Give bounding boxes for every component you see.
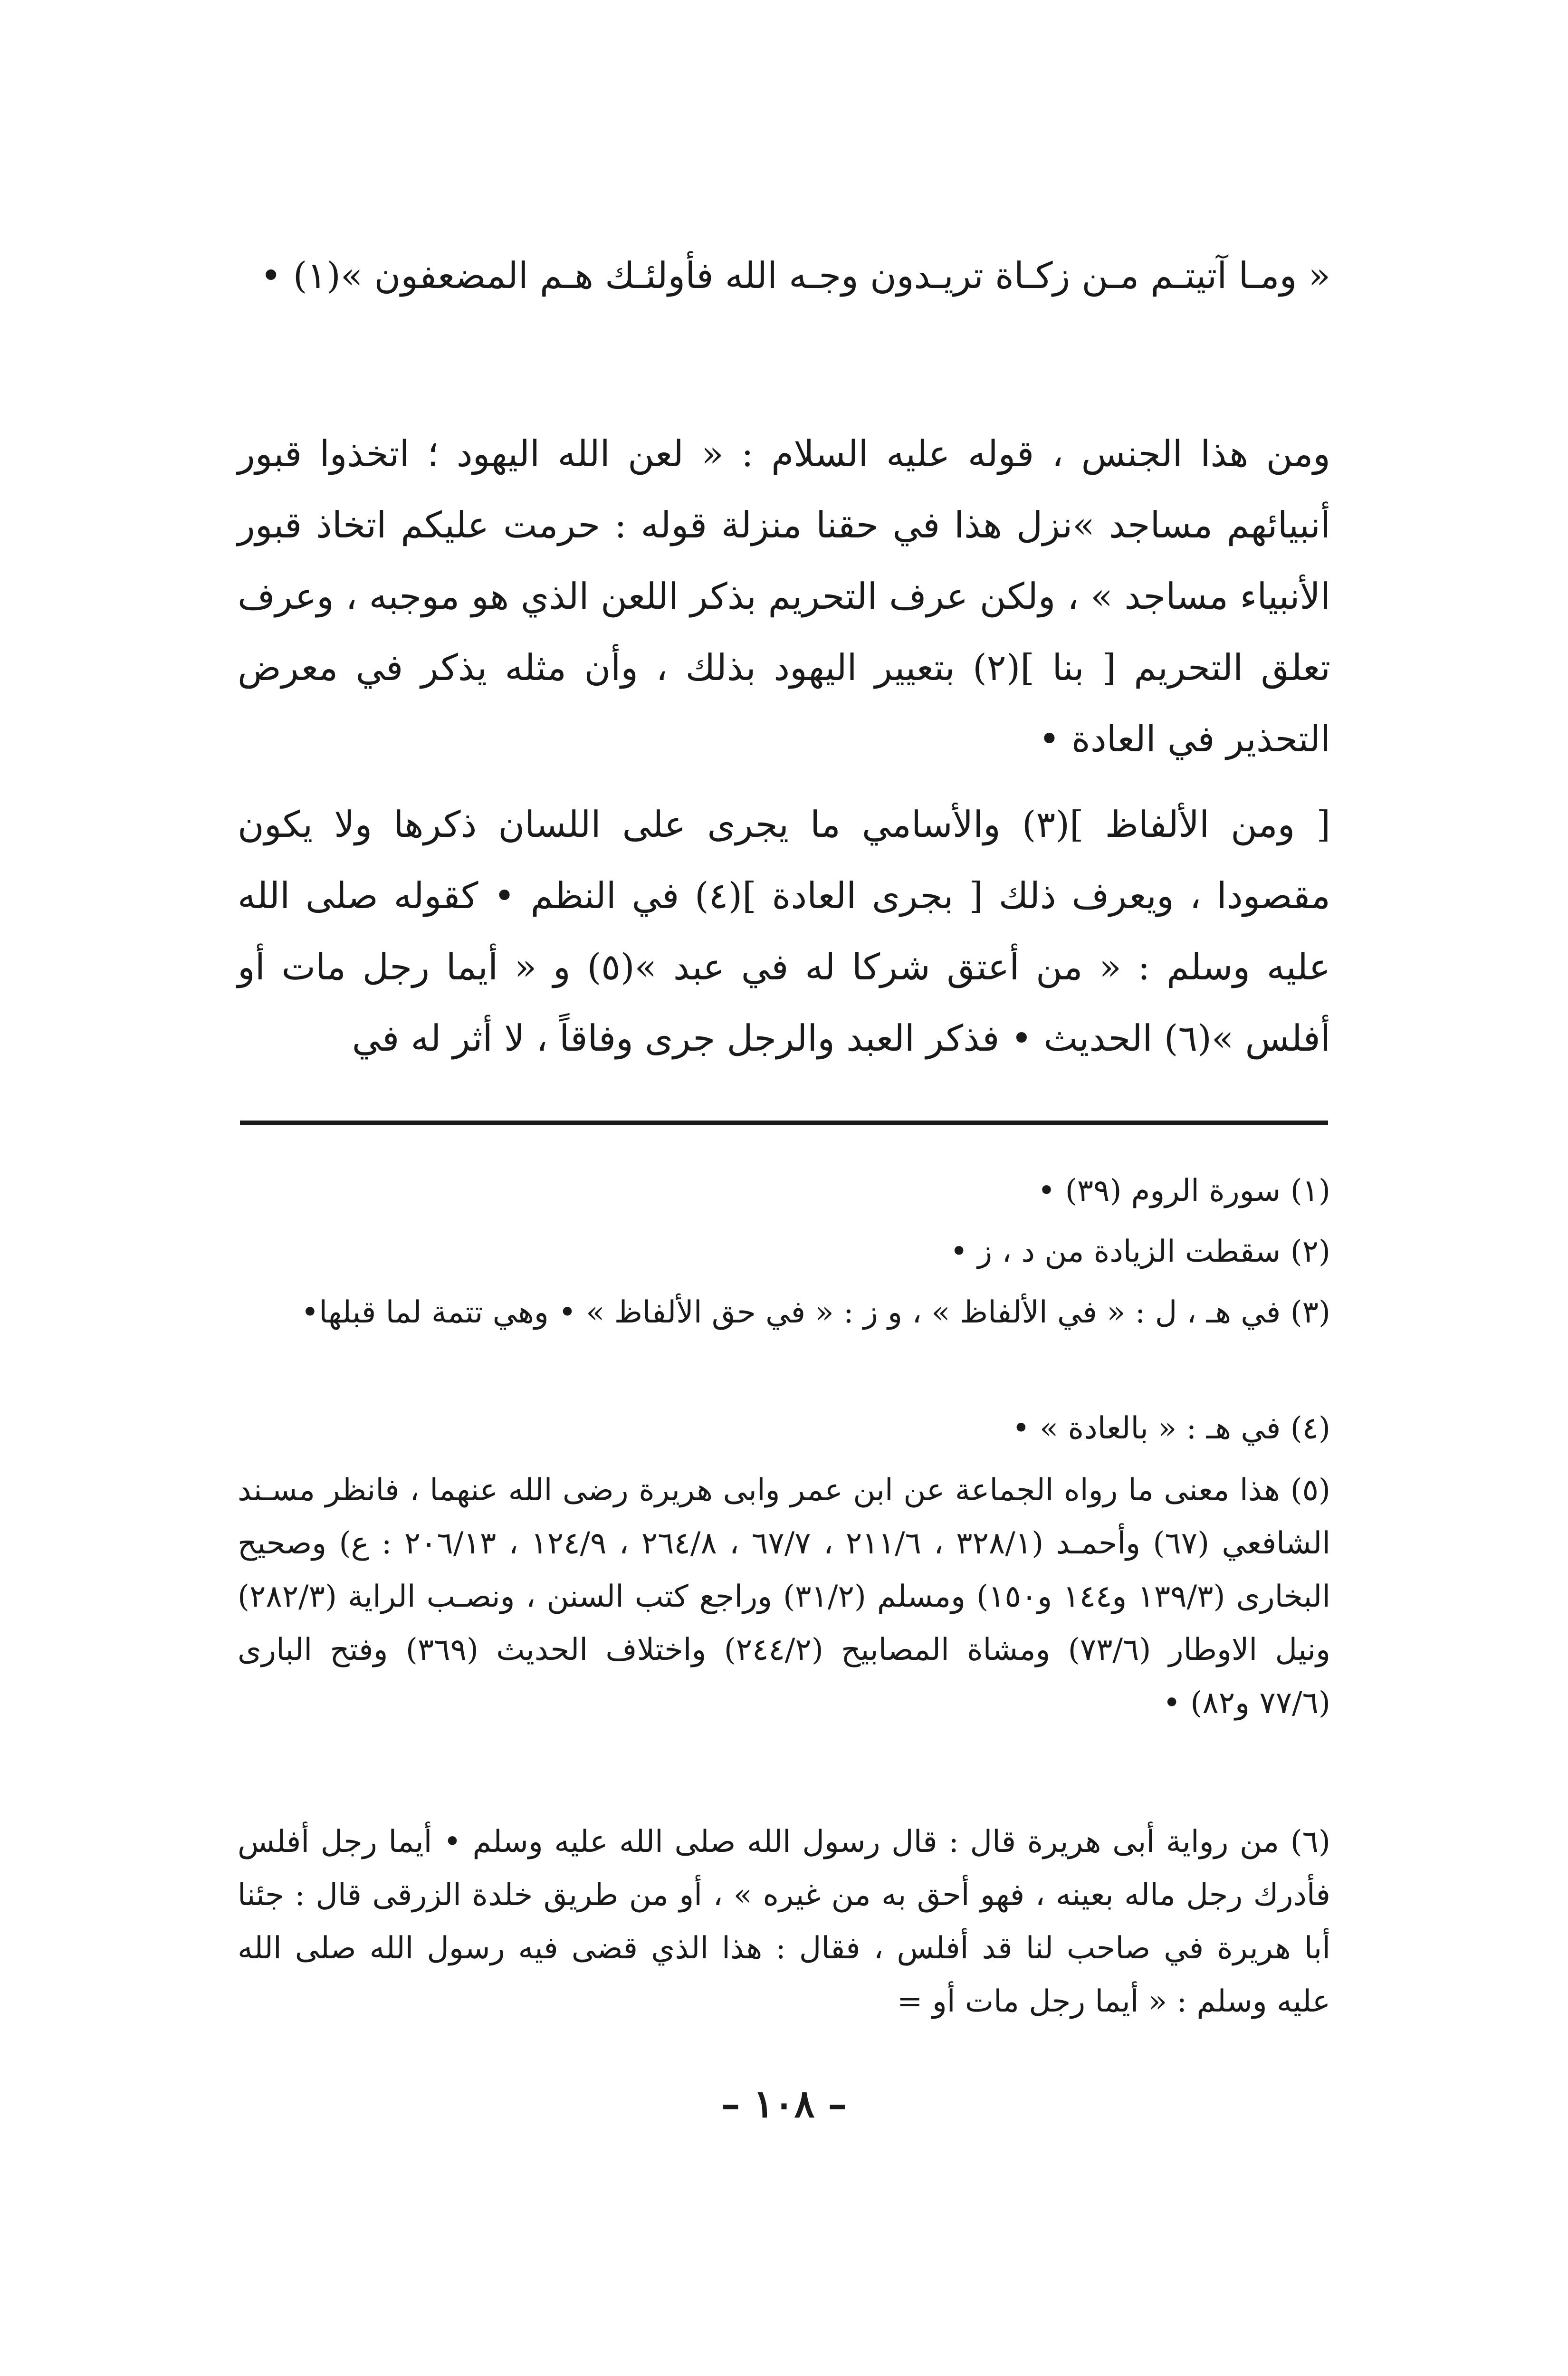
page-number: – ١٠٨ – <box>721 2081 847 2126</box>
body-paragraph-1: ومن هذا الجنس ، قوله عليه السلام : « لعن الله اليهود ؛ اتخذوا قبور أنبيائهم مساجد »نزل هذا في حقنا منزلة قوله : حرمت عليكم اتخاذ قبور الأنبياء مساجد » ، ولكن عرف التحريم بذكر اللعن الذي هو موجبه ، وعرف تعلق التحريم [ بنا ](٢) بتعيير اليهود بذلك ، وأن مثله يذكر في معرض التحذير في العادة • <box>238 432 1330 760</box>
footnote-2: (٢) سقطت الزيادة من د ، ز • <box>950 1234 1330 1269</box>
footnote-3: (٣) في هـ ، ل : « في الألفاظ » ، و ز : « في حق الألفاظ » • وهي تتمة لما قبلها• <box>301 1295 1330 1330</box>
footnote-separator <box>240 1121 1328 1125</box>
quranic-quote: « ومـا آتيتـم مـن زكـاة تريـدون وجـه الله فأولئـك هـم المضعفون »(١) • <box>260 254 1330 297</box>
footnote-6: (٦) من رواية أبى هريرة قال : قال رسول الله صلى الله عليه وسلم • أيما رجل أفلس فأدرك رجل ماله بعينه ، فهو أحق به من غيره » ، أو من طريق خلدة الزرقى قال : جئنا أبا هريرة في صاحب لنا قد أفلس ، فقال : هذا الذي قضى فيه رسول الله صلى الله عليه وسلم : « أيما رجل مات أو = <box>238 1824 1331 2019</box>
body-paragraph-2: [ ومن الألفاظ ](٣) والأسامي ما يجرى على اللسان ذكرها ولا يكون مقصودا ، ويعرف ذلك [ بجرى العادة ](٤) في النظم • كقوله صلى الله عليه وسلم : « من أعتق شركا له في عبد »(٥) و « أيما رجل مات أو أفلس »(٦) الحديث • فذكر العبد والرجل جرى وفاقاً ، لا أثر له في <box>238 803 1330 1059</box>
footnote-4: (٤) في هـ : « بالعادة » • <box>1012 1411 1330 1446</box>
footnote-1: (١) سورة الروم (٣٩) • <box>1037 1173 1330 1208</box>
footnote-5: (٥) هذا معنى ما رواه الجماعة عن ابن عمر وابى هريرة رضى الله عنهما ، فانظر مسـند الشافعي (٦٧) وأحمـد (٣٢٨/١ ، ٢١١/٦ ، ٦٧/٧ ، ٢٦٤/٨ ، ١٢٤/٩ ، ٢٠٦/١٣ : ع) وصحيح البخارى (١٣٩/٣ و١٤٤ و١٥٠) ومسلم (٣١/٢) وراجع كتب السنن ، ونصـب الراية (٢٨٢/٣) ونيل الاوطار (٧٣/٦) ومشاة المصابيح (٢٤٤/٢) واختلاف الحديث (٣٦٩) وفتح البارى (٧٧/٦ و٨٢) • <box>238 1473 1331 1721</box>
